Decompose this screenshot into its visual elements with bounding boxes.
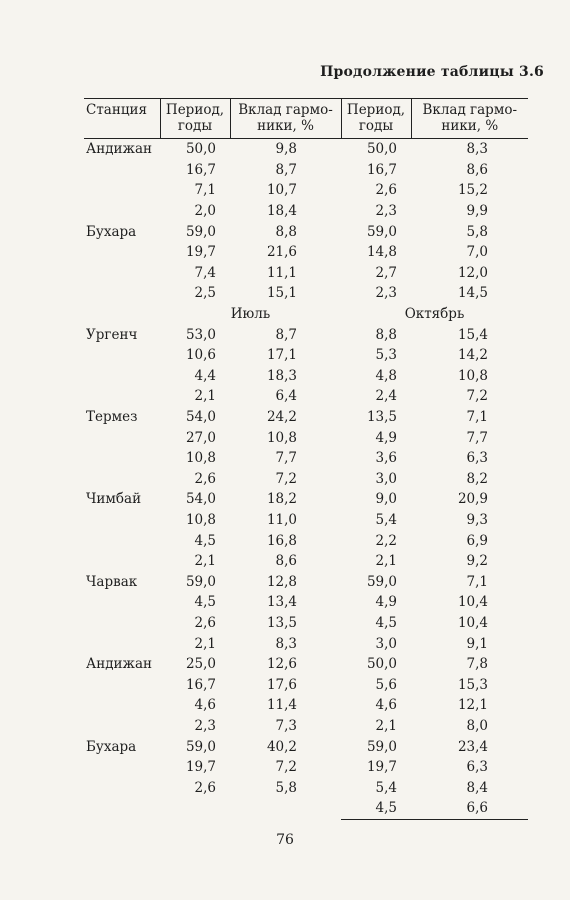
table-row — [84, 592, 528, 613]
share-july-cell: 11,1 — [266, 264, 297, 281]
table-row — [84, 674, 528, 695]
share-july-cell: 13,5 — [266, 614, 297, 631]
share-october-cell: 10,4 — [457, 614, 488, 631]
table-row — [84, 366, 528, 387]
station-cell: Андижан — [86, 656, 152, 673]
station-cell — [84, 716, 160, 737]
share-july-cell: 16,8 — [266, 532, 297, 549]
share-july-cell: 8,6 — [275, 553, 297, 570]
table-row — [84, 551, 528, 572]
station-cell — [84, 510, 160, 531]
period-october-cell: 9,0 — [375, 491, 397, 508]
station-cell — [84, 469, 160, 490]
period-july-cell: 27,0 — [185, 429, 216, 446]
share-july-cell: 12,8 — [266, 573, 297, 590]
month-left: Июль — [230, 306, 271, 323]
share-october-cell: 8,4 — [466, 779, 488, 796]
share-july-cell: 8,7 — [275, 326, 297, 343]
header-period-2-line1: Период, — [346, 102, 406, 118]
share-october-cell: 6,3 — [466, 450, 488, 467]
share-october-cell: 8,6 — [466, 161, 488, 178]
period-july-cell: 25,0 — [185, 656, 216, 673]
share-july-cell: 12,6 — [266, 656, 297, 673]
table-row — [84, 571, 528, 592]
share-july-cell: 11,0 — [266, 511, 297, 528]
period-october-cell: 5,6 — [375, 676, 397, 693]
header-period-2 — [341, 99, 411, 139]
share-july-cell: 13,4 — [266, 594, 297, 611]
period-july-cell: 2,1 — [194, 553, 216, 570]
table-row — [84, 324, 528, 345]
share-october-cell: 8,0 — [466, 717, 488, 734]
table-row — [84, 757, 528, 778]
table-row — [84, 469, 528, 490]
period-october-cell: 3,6 — [375, 450, 397, 467]
header-period-1-line1: Период, — [165, 102, 225, 118]
share-july-cell: 10,7 — [266, 182, 297, 199]
station-cell: Термез — [86, 409, 138, 426]
table-row — [84, 139, 528, 160]
header-period-1 — [160, 99, 230, 139]
share-october-cell: 8,3 — [466, 141, 488, 158]
station-cell — [84, 674, 160, 695]
period-october-cell: 3,0 — [375, 635, 397, 652]
header-share-1-line2: ники, % — [257, 118, 314, 134]
period-july-cell: 2,0 — [194, 203, 216, 220]
table-row — [84, 345, 528, 366]
month-spacer — [84, 304, 160, 325]
station-cell — [84, 180, 160, 201]
period-october-cell: 50,0 — [366, 656, 397, 673]
station-cell — [84, 263, 160, 284]
share-october-cell: 5,8 — [466, 223, 488, 240]
table-row — [84, 654, 528, 675]
share-july-cell: 7,3 — [275, 717, 297, 734]
station-cell — [84, 695, 160, 716]
period-october-cell: 2,6 — [375, 182, 397, 199]
period-july-cell: 59,0 — [185, 738, 216, 755]
period-july-cell: 59,0 — [185, 573, 216, 590]
share-october-cell: 12,1 — [457, 697, 488, 714]
table-row — [84, 633, 528, 654]
table-row — [84, 386, 528, 407]
share-october-cell: 6,3 — [466, 759, 488, 776]
table-row — [84, 510, 528, 531]
table-row — [84, 242, 528, 263]
table-body-part-1 — [84, 139, 528, 304]
table-row — [84, 695, 528, 716]
period-july-cell: 53,0 — [185, 326, 216, 343]
period-july-cell: 2,6 — [194, 470, 216, 487]
table-row — [84, 221, 528, 242]
table-row — [84, 283, 528, 304]
share-october-cell: 12,0 — [457, 264, 488, 281]
share-july-cell: 15,1 — [266, 285, 297, 302]
period-july-cell — [160, 798, 230, 819]
month-label-row — [84, 304, 528, 325]
station-cell: Бухара — [86, 738, 137, 755]
period-october-cell: 4,5 — [341, 798, 411, 819]
share-july-cell: 24,2 — [266, 409, 297, 426]
share-october-cell: 6,9 — [466, 532, 488, 549]
share-july-cell: 18,2 — [266, 491, 297, 508]
share-july-cell: 9,8 — [275, 141, 297, 158]
period-october-cell: 3,0 — [375, 470, 397, 487]
harmonics-table — [84, 98, 528, 820]
share-july-cell: 17,1 — [266, 347, 297, 364]
period-july-cell: 19,7 — [185, 759, 216, 776]
share-october-cell: 7,7 — [466, 429, 488, 446]
table-row — [84, 263, 528, 284]
period-october-cell: 2,1 — [375, 553, 397, 570]
period-july-cell: 2,1 — [194, 388, 216, 405]
share-october-cell: 14,5 — [457, 285, 488, 302]
period-october-cell: 5,3 — [375, 347, 397, 364]
share-july-cell: 8,8 — [275, 223, 297, 240]
share-july-cell: 18,4 — [266, 203, 297, 220]
period-july-cell: 2,6 — [194, 779, 216, 796]
share-october-cell: 15,4 — [457, 326, 488, 343]
station-cell: Андижан — [86, 141, 152, 158]
station-cell: Чарвак — [86, 573, 138, 590]
period-october-cell: 4,9 — [375, 594, 397, 611]
station-cell: Ургенч — [86, 326, 138, 343]
period-july-cell: 10,6 — [185, 347, 216, 364]
period-july-cell: 10,8 — [185, 450, 216, 467]
share-july-cell: 6,4 — [275, 388, 297, 405]
station-cell — [84, 633, 160, 654]
share-october-cell: 7,1 — [466, 409, 488, 426]
period-october-cell: 14,8 — [366, 244, 397, 261]
station-cell — [84, 427, 160, 448]
share-october-cell: 7,8 — [466, 656, 488, 673]
table-body-part-2 — [84, 324, 528, 819]
share-october-cell: 7,0 — [466, 244, 488, 261]
table-row — [84, 160, 528, 181]
table-row — [84, 427, 528, 448]
period-july-cell: 4,6 — [194, 697, 216, 714]
share-july-cell: 7,2 — [275, 470, 297, 487]
share-july-cell: 21,6 — [266, 244, 297, 261]
page-number: 76 — [276, 832, 294, 848]
share-october-cell: 15,2 — [457, 182, 488, 199]
share-october-cell: 20,9 — [457, 491, 488, 508]
period-july-cell: 2,6 — [194, 614, 216, 631]
table-row — [84, 201, 528, 222]
share-october-cell: 9,9 — [466, 203, 488, 220]
period-july-cell: 2,3 — [194, 717, 216, 734]
station-cell — [84, 777, 160, 798]
table-row — [84, 613, 528, 634]
period-july-cell: 50,0 — [185, 141, 216, 158]
period-october-cell: 50,0 — [366, 141, 397, 158]
share-july-cell: 7,7 — [275, 450, 297, 467]
share-july-cell: 40,2 — [266, 738, 297, 755]
header-share-2-line1: Вклад гармо- — [422, 102, 518, 118]
period-october-cell: 59,0 — [366, 223, 397, 240]
station-cell: Чимбай — [86, 491, 142, 508]
station-cell — [84, 345, 160, 366]
header-share-1-line1: Вклад гармо- — [238, 102, 333, 118]
table-row — [84, 530, 528, 551]
header-period-2-line2: годы — [358, 118, 394, 134]
month-right: Октябрь — [404, 306, 465, 323]
share-july-cell: 7,2 — [275, 759, 297, 776]
station-cell: Бухара — [86, 223, 137, 240]
header-period-1-line2: годы — [177, 118, 213, 134]
period-july-cell: 54,0 — [185, 491, 216, 508]
period-july-cell: 4,5 — [194, 594, 216, 611]
share-july-cell: 5,8 — [275, 779, 297, 796]
share-july-cell: 18,3 — [266, 367, 297, 384]
period-october-cell: 8,8 — [375, 326, 397, 343]
table-row — [84, 716, 528, 737]
header-station-text: Станция — [86, 102, 148, 118]
station-cell — [84, 613, 160, 634]
share-october-cell: 6,6 — [411, 798, 528, 819]
station-cell — [84, 551, 160, 572]
share-october-cell: 8,2 — [466, 470, 488, 487]
station-cell — [84, 592, 160, 613]
station-cell — [84, 386, 160, 407]
period-october-cell: 13,5 — [366, 409, 397, 426]
share-july-cell: 8,3 — [275, 635, 297, 652]
table-continuation-label: Продолжение таблицы 3.6 — [320, 64, 544, 80]
period-july-cell: 19,7 — [185, 244, 216, 261]
table-row — [84, 736, 528, 757]
period-july-cell: 59,0 — [185, 223, 216, 240]
header-share-2 — [411, 99, 528, 139]
period-july-cell: 16,7 — [185, 676, 216, 693]
station-cell — [84, 242, 160, 263]
period-october-cell: 5,4 — [375, 511, 397, 528]
period-october-cell: 2,4 — [375, 388, 397, 405]
period-october-cell: 2,2 — [375, 532, 397, 549]
station-cell — [84, 757, 160, 778]
period-july-cell: 7,1 — [194, 182, 216, 199]
share-october-cell: 7,1 — [466, 573, 488, 590]
period-october-cell: 5,4 — [375, 779, 397, 796]
period-july-cell: 7,4 — [194, 264, 216, 281]
header-share-1 — [230, 99, 341, 139]
station-cell — [84, 798, 160, 819]
share-july-cell: 11,4 — [266, 697, 297, 714]
period-july-cell: 54,0 — [185, 409, 216, 426]
table-row — [84, 180, 528, 201]
share-october-cell: 9,1 — [466, 635, 488, 652]
period-july-cell: 4,4 — [194, 367, 216, 384]
share-october-cell: 23,4 — [457, 738, 488, 755]
period-october-cell: 59,0 — [366, 573, 397, 590]
header-share-2-line2: ники, % — [441, 118, 499, 134]
share-october-cell: 15,3 — [457, 676, 488, 693]
station-cell — [84, 160, 160, 181]
period-october-cell: 59,0 — [366, 738, 397, 755]
period-october-cell: 4,8 — [375, 367, 397, 384]
share-july-cell: 10,8 — [266, 429, 297, 446]
period-july-cell: 2,1 — [194, 635, 216, 652]
period-october-cell: 2,3 — [375, 285, 397, 302]
period-july-cell: 16,7 — [185, 161, 216, 178]
table-row — [84, 448, 528, 469]
table-row — [84, 798, 528, 819]
table-header-row — [84, 99, 528, 139]
table-row — [84, 407, 528, 428]
period-july-cell: 2,5 — [194, 285, 216, 302]
station-cell — [84, 530, 160, 551]
station-cell — [84, 448, 160, 469]
period-october-cell: 4,5 — [375, 614, 397, 631]
station-cell — [84, 201, 160, 222]
period-october-cell: 16,7 — [366, 161, 397, 178]
period-october-cell: 4,9 — [375, 429, 397, 446]
table-row — [84, 777, 528, 798]
share-july-cell: 17,6 — [266, 676, 297, 693]
station-cell — [84, 366, 160, 387]
share-october-cell: 9,2 — [466, 553, 488, 570]
share-october-cell: 14,2 — [457, 347, 488, 364]
period-october-cell: 19,7 — [366, 759, 397, 776]
period-october-cell: 2,3 — [375, 203, 397, 220]
share-october-cell: 10,4 — [457, 594, 488, 611]
month-divider — [84, 304, 528, 325]
period-july-cell: 10,8 — [185, 511, 216, 528]
share-october-cell: 9,3 — [466, 511, 488, 528]
period-october-cell: 2,1 — [375, 717, 397, 734]
period-july-cell: 4,5 — [194, 532, 216, 549]
station-cell — [84, 283, 160, 304]
share-october-cell: 7,2 — [466, 388, 488, 405]
share-july-cell: 8,7 — [275, 161, 297, 178]
share-july-cell — [230, 798, 341, 819]
table-row — [84, 489, 528, 510]
header-station — [84, 99, 160, 139]
share-october-cell: 10,8 — [457, 367, 488, 384]
period-october-cell: 4,6 — [375, 697, 397, 714]
period-october-cell: 2,7 — [375, 264, 397, 281]
